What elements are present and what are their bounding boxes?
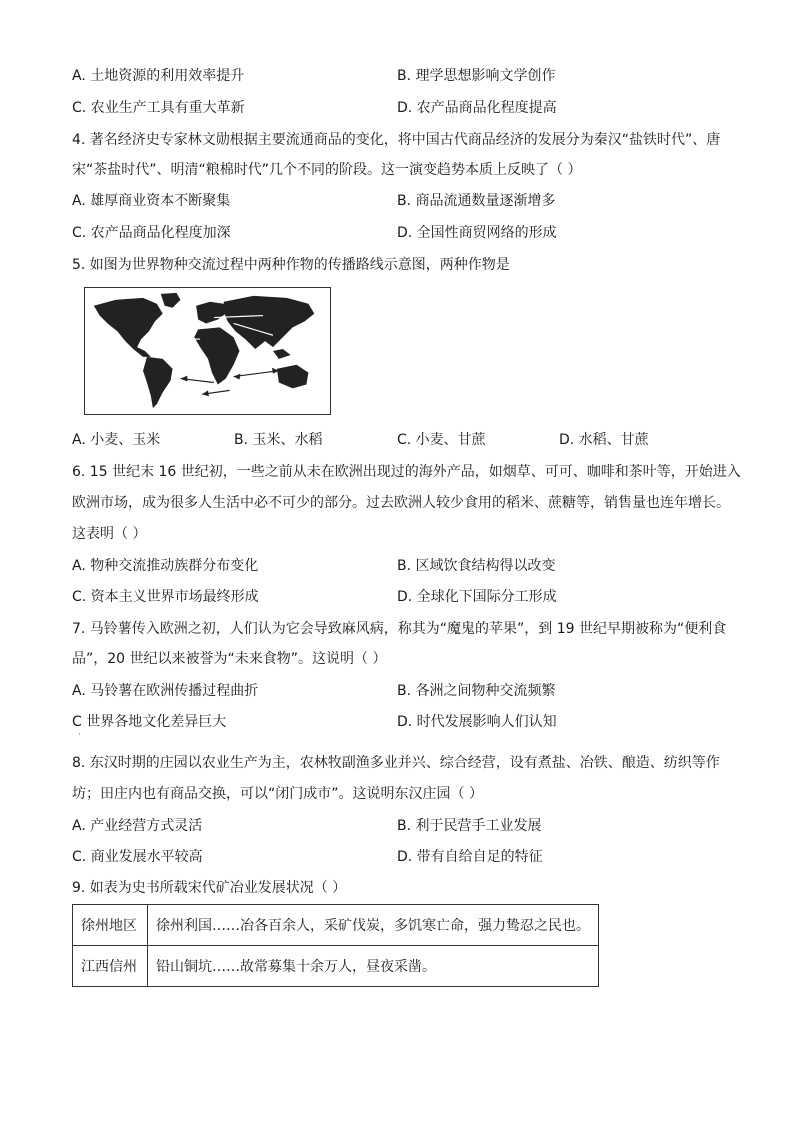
- q5-option-a[interactable]: A. 小麦、玉米: [72, 432, 161, 448]
- q9-stem: 9. 如表为史书所载宋代矿冶业发展状况（ ）: [72, 880, 347, 896]
- q5-option-b[interactable]: B. 玉米、水稻: [234, 432, 323, 448]
- q7-stem-line2: 品”，20 世纪以来被誉为“未来食物”。这说明（ ）: [72, 651, 387, 667]
- q3-option-b[interactable]: B. 理学思想影响文学创作: [397, 68, 556, 84]
- q4-option-c[interactable]: C. 农产品商品化程度加深: [72, 225, 231, 241]
- q5-option-c[interactable]: C. 小麦、甘蔗: [397, 432, 486, 448]
- scan-speck: ·: [78, 730, 81, 740]
- table-cell-text: 徐州利国……冶各百余人，采矿伐炭，多饥寒亡命，强力鸷忍之民也。: [148, 905, 599, 946]
- q7-option-b[interactable]: B. 各洲之间物种交流频繁: [397, 683, 556, 699]
- q6-option-b[interactable]: B. 区域饮食结构得以改变: [397, 558, 556, 574]
- q6-option-c[interactable]: C. 资本主义世界市场最终形成: [72, 589, 259, 605]
- table-cell-text: 铅山铜坑……故常募集十余万人，昼夜采凿。: [148, 946, 599, 987]
- q7-stem-line1: 7. 马铃薯传入欧洲之初，人们认为它会导致麻风病，称其为“魔鬼的苹果”，到 19 世纪早期被称为“便利食: [72, 621, 727, 637]
- q7-option-a[interactable]: A. 马铃薯在欧洲传播过程曲折: [72, 683, 259, 699]
- q9-table: [72, 904, 599, 987]
- table-cell-region: 徐州地区: [73, 905, 148, 946]
- europe-shape: [196, 302, 226, 324]
- q8-stem-line1: 8. 东汉时期的庄园以农业生产为主，农林牧副渔多业并兴、综合经营，设有煮盐、冶铁、酿造、纺织等作: [72, 755, 720, 771]
- q4-stem-line1: 4. 著名经济史专家林文勋根据主要流通商品的变化，将中国古代商品经济的发展分为秦汉“盐铁时代”、唐: [72, 132, 721, 148]
- q8-option-c[interactable]: C. 商业发展水平较高: [72, 849, 203, 865]
- north-america-shape: [94, 298, 163, 357]
- q6-option-a[interactable]: A. 物种交流推动族群分布变化: [72, 558, 259, 574]
- greenland-shape: [161, 293, 181, 308]
- q3-option-a[interactable]: A. 土地资源的利用效率提升: [72, 68, 245, 84]
- q4-option-a[interactable]: A. 雄厚商业资本不断聚集: [72, 193, 231, 209]
- q5-option-d[interactable]: D. 水稻、甘蔗: [559, 432, 649, 448]
- q8-option-d[interactable]: D. 带有自给自足的特征: [397, 849, 543, 865]
- q6-stem-line2: 欧洲市场，成为很多人生活中必不可少的部分。过去欧洲人较少食用的稻米、蔗糖等，销售量也连年增长。: [72, 495, 730, 511]
- q4-option-b[interactable]: B. 商品流通数量逐渐增多: [397, 193, 556, 209]
- table-cell-region: 江西信州: [73, 946, 148, 987]
- q5-stem: 5. 如图为世界物种交流过程中两种作物的传播路线示意图，两种作物是: [72, 257, 510, 273]
- q3-option-d[interactable]: D. 农产品商品化程度提高: [397, 100, 557, 116]
- q4-option-d[interactable]: D. 全国性商贸网络的形成: [397, 225, 557, 241]
- q8-stem-line2: 坊；田庄内也有商品交换，可以“闭门成市”。这说明东汉庄园（ ）: [72, 786, 483, 802]
- table-row: [73, 905, 599, 946]
- q6-stem-line1: 6. 15 世纪末 16 世纪初，一些之前从未在欧洲出现过的海外产品，如烟草、可可、咖啡和茶叶等，开始进入: [72, 464, 741, 480]
- q8-option-a[interactable]: A. 产业经营方式灵活: [72, 818, 203, 834]
- africa-shape: [194, 327, 239, 384]
- q8-option-b[interactable]: B. 利于民营手工业发展: [397, 818, 542, 834]
- q7-option-d[interactable]: D. 时代发展影响人们认知: [397, 714, 557, 730]
- world-map-figure: [84, 287, 331, 415]
- q3-option-c[interactable]: C. 农业生产工具有重大革新: [72, 100, 245, 116]
- australia-shape: [277, 365, 309, 389]
- q6-option-d[interactable]: D. 全球化下国际分工形成: [397, 589, 557, 605]
- table-row: [73, 946, 599, 987]
- world-map-illustration: [85, 288, 330, 414]
- southeast-asia-shape: [273, 349, 291, 359]
- asia-shape: [224, 296, 315, 349]
- south-america-shape: [143, 357, 173, 408]
- q4-stem-line2: 宋“茶盐时代”、明清“粮棉时代”几个不同的阶段。这一演变趋势本质上反映了（ ）: [72, 162, 582, 178]
- q7-option-c[interactable]: C 世界各地文化差异巨大: [72, 714, 227, 730]
- q6-stem-line3: 这表明（ ）: [72, 526, 147, 542]
